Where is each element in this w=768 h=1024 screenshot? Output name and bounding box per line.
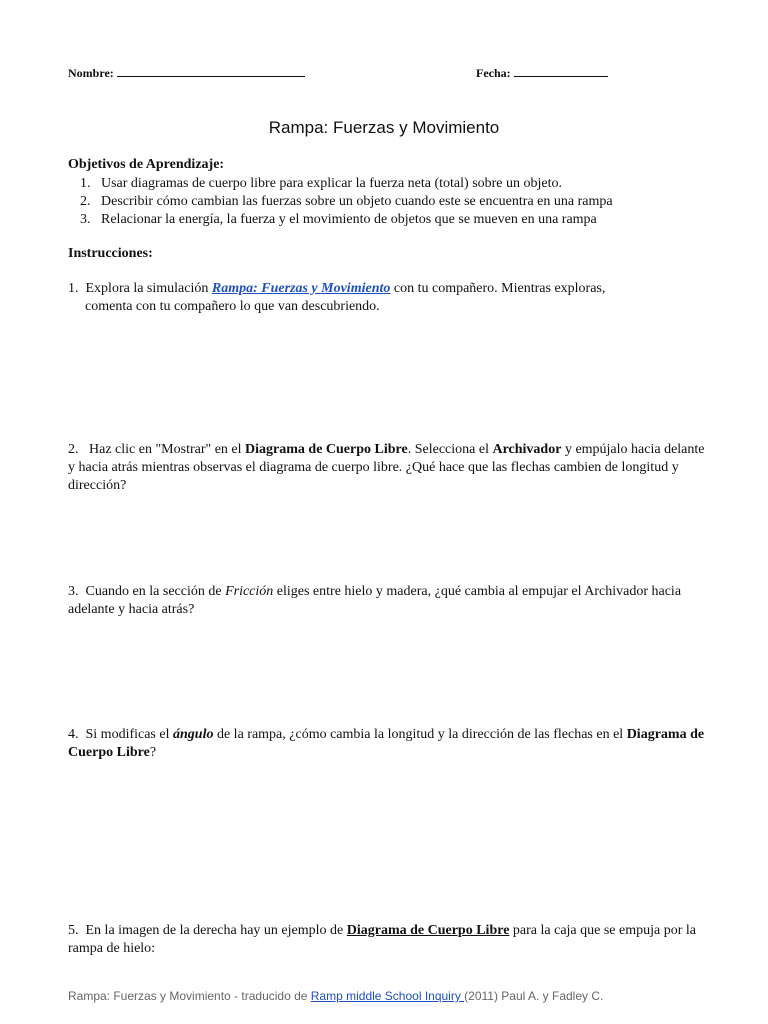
objectives-title: Objetivos de Aprendizaje: [68,157,225,172]
date-blank-line[interactable] [514,64,608,77]
name-label: Nombre: [68,66,114,80]
date-field[interactable] [476,64,608,81]
objective-item: 3. Relacionar la energía, la fuerza y el movimiento de objetos que se mueven en una rampa [80,212,597,227]
question-3: 3. Cuando en la sección de Fricción eliges entre hielo y madera, ¿qué cambia al empujar el Archivador hacia adelante y hacia atrás? [68,584,682,617]
question-1: 1. Explora la simulación Rampa: Fuerzas y Movimiento con tu compañero. Mientras exploras, comenta con tu compañero lo que van descubriendo. [68,281,606,314]
question-5: 5. En la imagen de la derecha hay un ejemplo de Diagrama de Cuerpo Libre para la caja que se empuja por la rampa de hielo: [68,923,696,956]
header [68,64,708,84]
name-blank-line[interactable] [117,64,305,77]
simulation-link[interactable]: Rampa: Fuerzas y Movimiento [211,281,391,296]
page-title: Rampa: Fuerzas y Movimiento [268,118,500,137]
source-link[interactable]: Ramp middle School Inquiry [310,989,465,1003]
question-2: 2. Haz clic en "Mostrar" en el Diagrama de Cuerpo Libre. Selecciona el Archivador y empújalo hacia delante y hacia atrás mientras observas el diagrama de cuerpo libre. ¿Qué hace que las flechas cambien de longitud y dirección? [68,442,705,493]
date-label: Fecha: [476,66,511,80]
objective-item: 1. Usar diagramas de cuerpo libre para explicar la fuerza neta (total) sobre un objeto. [80,176,563,191]
objective-item: 2. Describir cómo cambian las fuerzas sobre un objeto cuando este se encuentra en una rampa [80,194,613,209]
footer: Rampa: Fuerzas y Movimiento - traducido de Ramp middle School Inquiry (2011) Paul A. y Fadley C. [68,989,604,1003]
objectives-list [68,175,708,229]
instructions-title: Instrucciones: [68,246,153,261]
name-field[interactable] [68,64,305,81]
question-4: 4. Si modificas el ángulo de la rampa, ¿cómo cambia la longitud y la dirección de las flechas en el Diagrama de Cuerpo Libre? [68,727,705,760]
